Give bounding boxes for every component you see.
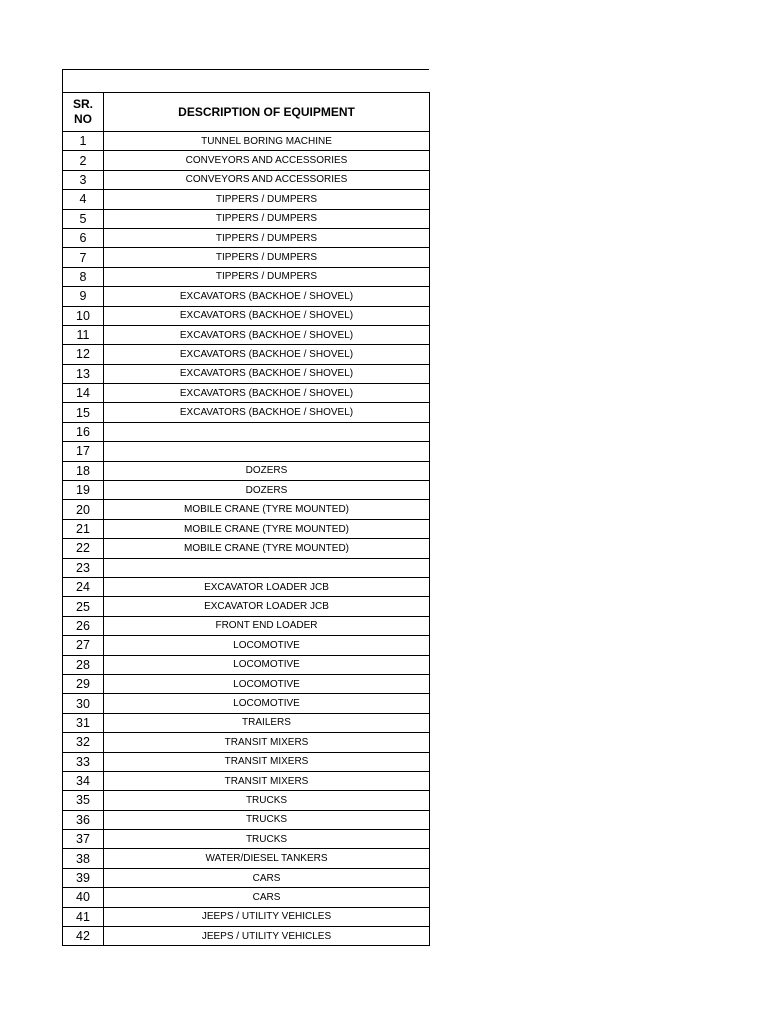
table-row (63, 403, 430, 422)
table-row (63, 151, 430, 170)
table-row (63, 655, 430, 674)
description-cell: MOBILE CRANE (TYRE MOUNTED) (104, 539, 430, 558)
description-cell: TIPPERS / DUMPERS (104, 209, 430, 228)
sr-no-cell: 26 (63, 616, 104, 635)
description-cell: JEEPS / UTILITY VEHICLES (104, 927, 430, 946)
table-row (63, 170, 430, 189)
sr-no-cell: 18 (63, 461, 104, 480)
sr-no-cell: 36 (63, 810, 104, 829)
table-row (63, 539, 430, 558)
description-cell: DOZERS (104, 481, 430, 500)
table-row (63, 771, 430, 790)
sr-no-cell: 1 (63, 132, 104, 151)
sr-no-cell: 9 (63, 287, 104, 306)
table-row (63, 422, 430, 441)
table-row (63, 597, 430, 616)
table-row (63, 209, 430, 228)
table-row (63, 907, 430, 926)
description-cell: TRUCKS (104, 810, 430, 829)
sr-no-header-line2: NO (74, 112, 92, 126)
blank-title-row (62, 69, 429, 92)
table-row (63, 267, 430, 286)
sr-no-cell: 33 (63, 752, 104, 771)
sr-no-cell: 42 (63, 927, 104, 946)
table-row (63, 190, 430, 209)
sr-no-cell: 37 (63, 830, 104, 849)
table-row (63, 616, 430, 635)
description-cell: DOZERS (104, 461, 430, 480)
sr-no-header (63, 93, 104, 132)
description-cell: TIPPERS / DUMPERS (104, 228, 430, 247)
sr-no-cell: 3 (63, 170, 104, 189)
sr-no-cell: 30 (63, 694, 104, 713)
table-row (63, 636, 430, 655)
description-cell: TRUCKS (104, 830, 430, 849)
description-cell: TRANSIT MIXERS (104, 771, 430, 790)
description-cell: TRANSIT MIXERS (104, 733, 430, 752)
table-row (63, 228, 430, 247)
sr-no-cell: 25 (63, 597, 104, 616)
table-row (63, 519, 430, 538)
sr-no-cell: 35 (63, 791, 104, 810)
sr-no-cell: 41 (63, 907, 104, 926)
sr-no-header-line1: SR. (72, 97, 93, 111)
description-header: DESCRIPTION OF EQUIPMENT (104, 93, 430, 132)
description-cell: EXCAVATORS (BACKHOE / SHOVEL) (104, 306, 430, 325)
table-row (63, 849, 430, 868)
description-cell: EXCAVATORS (BACKHOE / SHOVEL) (104, 364, 430, 383)
sr-no-cell: 19 (63, 481, 104, 500)
table-row (63, 752, 430, 771)
description-cell: CARS (104, 888, 430, 907)
description-cell: TIPPERS / DUMPERS (104, 190, 430, 209)
sr-no-cell: 39 (63, 868, 104, 887)
sr-no-cell: 29 (63, 674, 104, 693)
sr-no-cell: 2 (63, 151, 104, 170)
table-row (63, 558, 430, 577)
sr-no-cell: 23 (63, 558, 104, 577)
description-cell: LOCOMOTIVE (104, 655, 430, 674)
sr-no-cell: 10 (63, 306, 104, 325)
description-cell (104, 558, 430, 577)
sr-no-cell: 22 (63, 539, 104, 558)
table-row (63, 888, 430, 907)
table-row (63, 830, 430, 849)
description-cell: TRUCKS (104, 791, 430, 810)
table-row (63, 345, 430, 364)
sr-no-cell: 7 (63, 248, 104, 267)
description-cell (104, 442, 430, 461)
description-cell: EXCAVATORS (BACKHOE / SHOVEL) (104, 287, 430, 306)
table-row (63, 364, 430, 383)
table-row (63, 733, 430, 752)
table-row (63, 927, 430, 946)
description-cell: LOCOMOTIVE (104, 636, 430, 655)
description-cell: CONVEYORS AND ACCESSORIES (104, 151, 430, 170)
sr-no-cell: 4 (63, 190, 104, 209)
table-row (63, 674, 430, 693)
description-cell: CONVEYORS AND ACCESSORIES (104, 170, 430, 189)
description-cell: EXCAVATORS (BACKHOE / SHOVEL) (104, 325, 430, 344)
table-row (63, 694, 430, 713)
description-cell: JEEPS / UTILITY VEHICLES (104, 907, 430, 926)
table-row (63, 791, 430, 810)
equipment-sheet (62, 69, 429, 946)
description-cell: TIPPERS / DUMPERS (104, 248, 430, 267)
description-cell: EXCAVATORS (BACKHOE / SHOVEL) (104, 345, 430, 364)
sr-no-cell: 15 (63, 403, 104, 422)
sr-no-cell: 38 (63, 849, 104, 868)
table-row (63, 810, 430, 829)
sr-no-cell: 32 (63, 733, 104, 752)
table-row (63, 442, 430, 461)
sr-no-cell: 34 (63, 771, 104, 790)
description-cell: MOBILE CRANE (TYRE MOUNTED) (104, 519, 430, 538)
table-row (63, 306, 430, 325)
table-row (63, 287, 430, 306)
table-row (63, 500, 430, 519)
table-row (63, 481, 430, 500)
sr-no-cell: 24 (63, 577, 104, 596)
description-cell: CARS (104, 868, 430, 887)
description-cell: TRAILERS (104, 713, 430, 732)
table-row (63, 248, 430, 267)
sr-no-cell: 13 (63, 364, 104, 383)
sr-no-cell: 20 (63, 500, 104, 519)
description-cell: TRANSIT MIXERS (104, 752, 430, 771)
table-row (63, 132, 430, 151)
sr-no-cell: 6 (63, 228, 104, 247)
description-cell: WATER/DIESEL TANKERS (104, 849, 430, 868)
table-body (63, 132, 430, 946)
table-row (63, 577, 430, 596)
sr-no-cell: 31 (63, 713, 104, 732)
description-cell: FRONT END LOADER (104, 616, 430, 635)
sr-no-cell: 21 (63, 519, 104, 538)
sr-no-cell: 16 (63, 422, 104, 441)
description-cell: MOBILE CRANE (TYRE MOUNTED) (104, 500, 430, 519)
sr-no-cell: 14 (63, 384, 104, 403)
header-row (63, 93, 430, 132)
sr-no-cell: 12 (63, 345, 104, 364)
table-row (63, 384, 430, 403)
table-row (63, 461, 430, 480)
equipment-table (62, 92, 430, 946)
table-row (63, 868, 430, 887)
sr-no-cell: 28 (63, 655, 104, 674)
sr-no-cell: 8 (63, 267, 104, 286)
description-cell: EXCAVATORS (BACKHOE / SHOVEL) (104, 384, 430, 403)
table-row (63, 713, 430, 732)
sr-no-cell: 17 (63, 442, 104, 461)
sr-no-cell: 11 (63, 325, 104, 344)
description-cell: TUNNEL BORING MACHINE (104, 132, 430, 151)
sr-no-cell: 27 (63, 636, 104, 655)
description-cell: LOCOMOTIVE (104, 674, 430, 693)
description-cell: LOCOMOTIVE (104, 694, 430, 713)
description-cell: EXCAVATOR LOADER JCB (104, 577, 430, 596)
description-cell: TIPPERS / DUMPERS (104, 267, 430, 286)
sr-no-cell: 40 (63, 888, 104, 907)
description-cell: EXCAVATORS (BACKHOE / SHOVEL) (104, 403, 430, 422)
sr-no-cell: 5 (63, 209, 104, 228)
table-row (63, 325, 430, 344)
description-cell (104, 422, 430, 441)
description-cell: EXCAVATOR LOADER JCB (104, 597, 430, 616)
